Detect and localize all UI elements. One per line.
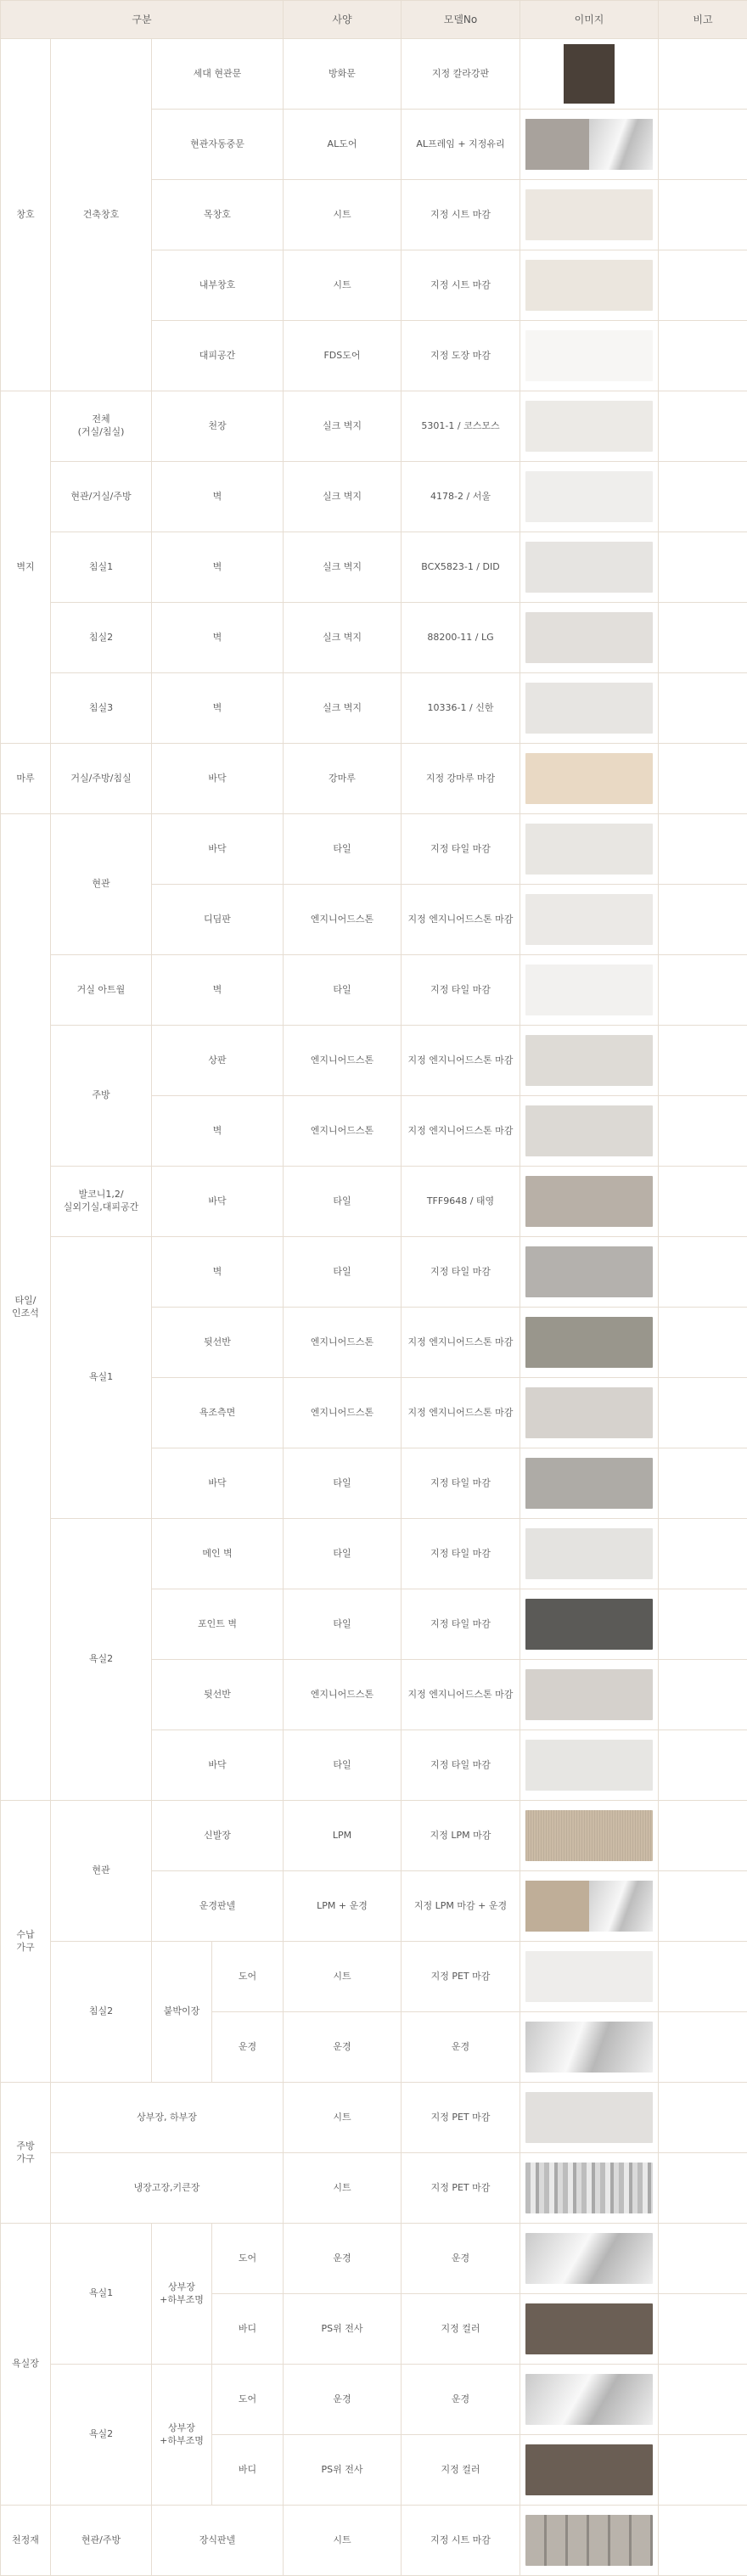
spec: 실크 벽지 [284,603,402,673]
swatch-image [525,471,653,522]
swatch-image [525,1105,653,1156]
spec: AL도어 [284,110,402,180]
spec: PS위 전사 [284,2294,402,2365]
swatch-image [525,1881,653,1932]
table-row [1,2365,747,2435]
area: 현관/주방 [51,2506,152,2576]
note [659,321,747,391]
swatch-image [525,1669,653,1720]
note [659,1026,747,1096]
header-category: 구분 [1,1,284,39]
swatch-image [525,1387,653,1438]
spec: 시트 [284,180,402,250]
note [659,744,747,814]
model: TFF9648 / 태영 [402,1167,520,1237]
table-row [1,744,747,814]
spec: PS위 전사 [284,2435,402,2506]
model: 운경 [402,2224,520,2294]
swatch-image [525,2163,653,2213]
model: 지정 LPM 마감 + 운경 [402,1871,520,1942]
swatch-image [525,260,653,311]
table-row [1,1026,747,1096]
area: 침실1 [51,532,152,603]
item: 장식판넬 [152,2506,284,2576]
model: 지정 타일 마감 [402,1448,520,1519]
note [659,2012,747,2083]
swatch-image [525,1599,653,1650]
note [659,2435,747,2506]
group-ceiling: 천정재 [1,2506,51,2576]
spec: 엔지니어드스톤 [284,1378,402,1448]
spec: 운경 [284,2365,402,2435]
group-window: 창호 [1,39,51,391]
group-wall: 벽지 [1,391,51,744]
swatch-image [525,894,653,945]
swatch-image [525,1951,653,2002]
item: 벽 [152,955,284,1026]
swatch-image [525,401,653,452]
spec: 타일 [284,1730,402,1801]
note [659,2365,747,2435]
note [659,1308,747,1378]
item: 내부창호 [152,250,284,321]
swatch-image [525,1317,653,1368]
swatch-image [525,753,653,804]
model: 지정 타일 마감 [402,1589,520,1660]
table-row [1,2224,747,2294]
table-row [1,2083,747,2153]
model: 지정 컬러 [402,2435,520,2506]
group-flooring: 마루 [1,744,51,814]
area: 거실/주방/침실 [51,744,152,814]
spec: 타일 [284,1519,402,1589]
note [659,1448,747,1519]
table-row [1,1801,747,1871]
area-bedroom2: 침실2 [51,1942,152,2083]
spec: 시트 [284,1942,402,2012]
item: 디딤판 [152,885,284,955]
note [659,1378,747,1448]
table-row [1,1167,747,1237]
swatch-image [525,1528,653,1579]
item: 뒷선반 [152,1660,284,1730]
model: 10336-1 / 신한 [402,673,520,744]
upper-lower: 상부장 +하부조명 [152,2224,212,2365]
item: 도어 [212,2224,284,2294]
header-image: 이미지 [520,1,659,39]
swatch-image [525,612,653,663]
spec: 실크 벽지 [284,673,402,744]
note [659,1237,747,1308]
item: 바닥 [152,814,284,885]
upper-lower: 상부장 +하부조명 [152,2365,212,2506]
swatch-image [525,1740,653,1791]
model: 지정 LPM 마감 [402,1801,520,1871]
spec: 엔지니어드스톤 [284,885,402,955]
note [659,1589,747,1660]
note [659,603,747,673]
swatch-image [525,2444,653,2495]
swatch-image [525,2092,653,2143]
header-model: 모델No [402,1,520,39]
spec: 타일 [284,1237,402,1308]
item: 욕조측면 [152,1378,284,1448]
spec: LPM + 운경 [284,1871,402,1942]
note [659,180,747,250]
item: 벽 [152,603,284,673]
spec: 타일 [284,955,402,1026]
note [659,462,747,532]
group-storage: 수납 가구 [1,1801,51,2083]
subgroup-building-window: 건축창호 [51,39,152,391]
note [659,673,747,744]
group-kitchen: 주방 가구 [1,2083,51,2224]
model: AL프레임 + 지정유리 [402,110,520,180]
item: 상판 [152,1026,284,1096]
note [659,1660,747,1730]
swatch-image [525,1246,653,1297]
item: 상부장, 하부장 [51,2083,284,2153]
swatch-image [525,2374,653,2425]
area-bath2: 욕실2 [51,1519,152,1801]
model: 지정 타일 마감 [402,955,520,1026]
item: 바닥 [152,1448,284,1519]
spec: 타일 [284,1448,402,1519]
spec: 강마루 [284,744,402,814]
item: 바닥 [152,1730,284,1801]
swatch-image [525,2303,653,2354]
model: 지정 엔지니어드스톤 마감 [402,1308,520,1378]
area-bath1: 욕실1 [51,2224,152,2365]
note [659,1519,747,1589]
table-row [1,1519,747,1589]
table-row [1,2506,747,2576]
model: 4178-2 / 서울 [402,462,520,532]
model: 지정 시트 마감 [402,180,520,250]
note [659,1942,747,2012]
model: 운경 [402,2365,520,2435]
item: 포인트 벽 [152,1589,284,1660]
item: 메인 벽 [152,1519,284,1589]
model: 지정 엔지니어드스톤 마감 [402,1096,520,1167]
table-row [1,39,747,110]
spec: 실크 벽지 [284,532,402,603]
model: 지정 타일 마감 [402,814,520,885]
area: 침실2 [51,603,152,673]
note [659,1801,747,1871]
spec: 실크 벽지 [284,391,402,462]
swatch-image [525,330,653,381]
spec: 운경 [284,2224,402,2294]
item: 운경 [212,2012,284,2083]
spec: 타일 [284,1167,402,1237]
swatch-image [525,189,653,240]
area: 현관/거실/주방 [51,462,152,532]
model: 지정 엔지니어드스톤 마감 [402,1660,520,1730]
item: 벽 [152,1096,284,1167]
model: 지정 엔지니어드스톤 마감 [402,885,520,955]
spec: 운경 [284,2012,402,2083]
model: 5301-1 / 코스모스 [402,391,520,462]
swatch-image [525,2515,653,2566]
table-row [1,462,747,532]
model: 지정 PET 마감 [402,2083,520,2153]
model: 지정 시트 마감 [402,250,520,321]
model: 운경 [402,2012,520,2083]
table-row [1,532,747,603]
swatch-image [525,542,653,593]
note [659,532,747,603]
table-row [1,1942,747,2012]
spec: LPM [284,1801,402,1871]
note [659,814,747,885]
item: 바닥 [152,1167,284,1237]
item: 세대 현관문 [152,39,284,110]
table-row [1,2153,747,2224]
swatch-image [525,1176,653,1227]
model: 지정 타일 마감 [402,1237,520,1308]
item: 목창호 [152,180,284,250]
note [659,39,747,110]
item: 뒷선반 [152,1308,284,1378]
model: 지정 PET 마감 [402,2153,520,2224]
note [659,885,747,955]
note [659,2153,747,2224]
area-kitchen: 주방 [51,1026,152,1167]
area-bath1: 욕실1 [51,1237,152,1519]
area-entrance: 현관 [51,1801,152,1942]
spec: 엔지니어드스톤 [284,1308,402,1378]
model: 지정 강마루 마감 [402,744,520,814]
model: 지정 엔지니어드스톤 마감 [402,1026,520,1096]
area-living-art: 거실 아트월 [51,955,152,1026]
spec: 방화문 [284,39,402,110]
swatch-image [525,1035,653,1086]
swatch-image [525,824,653,875]
spec: 시트 [284,2153,402,2224]
item: 바디 [212,2294,284,2365]
header-spec: 사양 [284,1,402,39]
spec: 시트 [284,2506,402,2576]
note [659,1167,747,1237]
header-row [1,1,747,39]
model: 지정 엔지니어드스톤 마감 [402,1378,520,1448]
table-row [1,955,747,1026]
swatch-image [564,44,615,104]
model: 88200-11 / LG [402,603,520,673]
swatch-image [525,119,653,170]
model: 지정 도장 마감 [402,321,520,391]
swatch-image [525,683,653,734]
item: 벽 [152,532,284,603]
spec: 타일 [284,1589,402,1660]
model: 지정 컬러 [402,2294,520,2365]
table-row [1,814,747,885]
spec: 시트 [284,250,402,321]
item: 벽 [152,673,284,744]
table-row [1,673,747,744]
spec: 실크 벽지 [284,462,402,532]
model: 지정 타일 마감 [402,1519,520,1589]
header-note: 비고 [659,1,747,39]
area: 침실3 [51,673,152,744]
swatch-image [525,2233,653,2284]
area-bath2: 욕실2 [51,2365,152,2506]
item: 벽 [152,1237,284,1308]
spec: 타일 [284,814,402,885]
note [659,955,747,1026]
item: 신발장 [152,1801,284,1871]
note [659,2506,747,2576]
area: 전체 (거실/침실) [51,391,152,462]
model: 지정 PET 마감 [402,1942,520,2012]
item: 도어 [212,1942,284,2012]
group-bathroom-cabinet: 욕실장 [1,2224,51,2506]
swatch-image [525,2022,653,2073]
note [659,1730,747,1801]
item: 현관자동중문 [152,110,284,180]
item: 운경판넬 [152,1871,284,1942]
note [659,2294,747,2365]
spec: 엔지니어드스톤 [284,1026,402,1096]
item: 바디 [212,2435,284,2506]
area-entrance: 현관 [51,814,152,955]
note [659,2083,747,2153]
area-balcony: 발코니1,2/ 실외기실,대피공간 [51,1167,152,1237]
item: 바닥 [152,744,284,814]
item: 천장 [152,391,284,462]
note [659,110,747,180]
spec: 시트 [284,2083,402,2153]
note [659,2224,747,2294]
swatch-image [525,1458,653,1509]
table-row [1,603,747,673]
model: 지정 칼라강판 [402,39,520,110]
spec: 엔지니어드스톤 [284,1660,402,1730]
model: 지정 시트 마감 [402,2506,520,2576]
spec: FDS도어 [284,321,402,391]
item: 대피공간 [152,321,284,391]
note [659,1871,747,1942]
note [659,1096,747,1167]
group-tile: 타일/ 인조석 [1,814,51,1801]
item: 냉장고장,키큰장 [51,2153,284,2224]
note [659,391,747,462]
model: 지정 타일 마감 [402,1730,520,1801]
swatch-image [525,965,653,1015]
spec: 엔지니어드스톤 [284,1096,402,1167]
note [659,250,747,321]
model: BCX5823-1 / DID [402,532,520,603]
item: 도어 [212,2365,284,2435]
swatch-image [525,1810,653,1861]
table-row [1,1237,747,1308]
built-in-closet: 붙박이장 [152,1942,212,2083]
item: 벽 [152,462,284,532]
table-row [1,391,747,462]
